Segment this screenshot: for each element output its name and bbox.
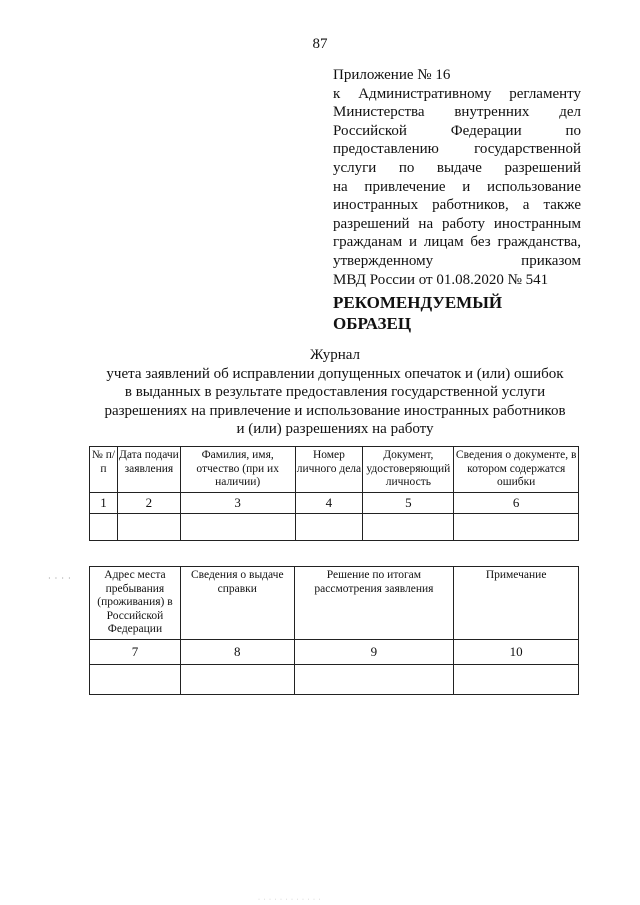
- appendix-line: гражданам и лицам без гражданства,: [333, 234, 581, 251]
- journal-table-part-1: [89, 446, 579, 541]
- column-number-cell: 4: [295, 492, 363, 513]
- table-header-cell: Фамилия, имя, отчество (при их наличии): [180, 447, 295, 493]
- table-header-cell: Сведения о документе, в котором содержатся ошибки: [454, 447, 579, 493]
- table-header-cell: Номер личного дела: [295, 447, 363, 493]
- table-cell: [294, 664, 454, 694]
- column-number-cell: 8: [180, 639, 294, 664]
- appendix-line: услуги по выдаче разрешений: [333, 159, 581, 176]
- sample-label: [333, 292, 502, 334]
- page-number: 87: [312, 36, 328, 52]
- appendix-line: Российской Федерации по: [333, 122, 581, 139]
- appendix-last-line: МВД России от 01.08.2020 № 541: [333, 271, 549, 288]
- journal-title-line: Журнал: [309, 347, 360, 363]
- scan-artifact: · · · ·: [48, 574, 72, 583]
- journal-table-part-2: [89, 566, 579, 695]
- column-number-cell: 6: [454, 492, 579, 513]
- journal-title: [90, 346, 580, 439]
- journal-title-line: учета заявлений об исправлении допущенных опечаток и (или) ошибок: [106, 365, 564, 382]
- table-cell: [180, 664, 294, 694]
- table-header-cell: Документ, удостоверяющий личность: [363, 447, 454, 493]
- table-header-cell: Адрес места пребывания (проживания) в Российской Федерации: [90, 567, 181, 640]
- table-cell: [90, 513, 118, 540]
- journal-title-line: в выданных в результате предоставления государственной услуги: [124, 384, 546, 401]
- table-cell: [454, 513, 579, 540]
- table-header-row: [90, 567, 579, 640]
- appendix-block: [333, 66, 581, 289]
- journal-title-line: разрешениях на привлечение и использование иностранных работников: [104, 402, 566, 419]
- table-number-row: [90, 492, 579, 513]
- table-header-row: [90, 447, 579, 493]
- sample-line-2: ОБРАЗЕЦ: [333, 314, 412, 333]
- table-header-cell: Сведения о выдаче справки: [180, 567, 294, 640]
- table-row: [90, 664, 579, 694]
- table-cell: [90, 664, 181, 694]
- column-number-cell: 1: [90, 492, 118, 513]
- table-cell: [180, 513, 295, 540]
- table-header-cell: Дата подачи заявления: [117, 447, 180, 493]
- column-number-cell: 3: [180, 492, 295, 513]
- appendix-line: на привлечение и использование: [333, 178, 581, 195]
- column-number-cell: 7: [90, 639, 181, 664]
- column-number-cell: 10: [454, 639, 579, 664]
- table-header-cell: Примечание: [454, 567, 579, 640]
- table-number-row: [90, 639, 579, 664]
- sample-line-1: РЕКОМЕНДУЕМЫЙ: [333, 293, 503, 312]
- table-cell: [363, 513, 454, 540]
- table-row: [90, 513, 579, 540]
- table-header-cell: № п/п: [90, 447, 118, 493]
- appendix-line: предоставлению государственной: [333, 141, 581, 158]
- column-number-cell: 2: [117, 492, 180, 513]
- scan-artifact: · · · · · · · · · · · ·: [258, 897, 322, 903]
- appendix-line: иностранных работников, а также: [333, 197, 581, 214]
- appendix-line: утвержденному приказом: [333, 252, 581, 269]
- column-number-cell: 9: [294, 639, 454, 664]
- appendix-line: разрешений на работу иностранным: [333, 215, 581, 232]
- table-header-cell: Решение по итогам рассмотрения заявления: [294, 567, 454, 640]
- table-cell: [117, 513, 180, 540]
- table-cell: [454, 664, 579, 694]
- appendix-line: к Административному регламенту: [333, 85, 581, 102]
- appendix-line: Министерства внутренних дел: [333, 104, 581, 121]
- journal-title-line: и (или) разрешениях на работу: [236, 421, 434, 438]
- appendix-heading: Приложение № 16: [333, 67, 451, 83]
- table-cell: [295, 513, 363, 540]
- column-number-cell: 5: [363, 492, 454, 513]
